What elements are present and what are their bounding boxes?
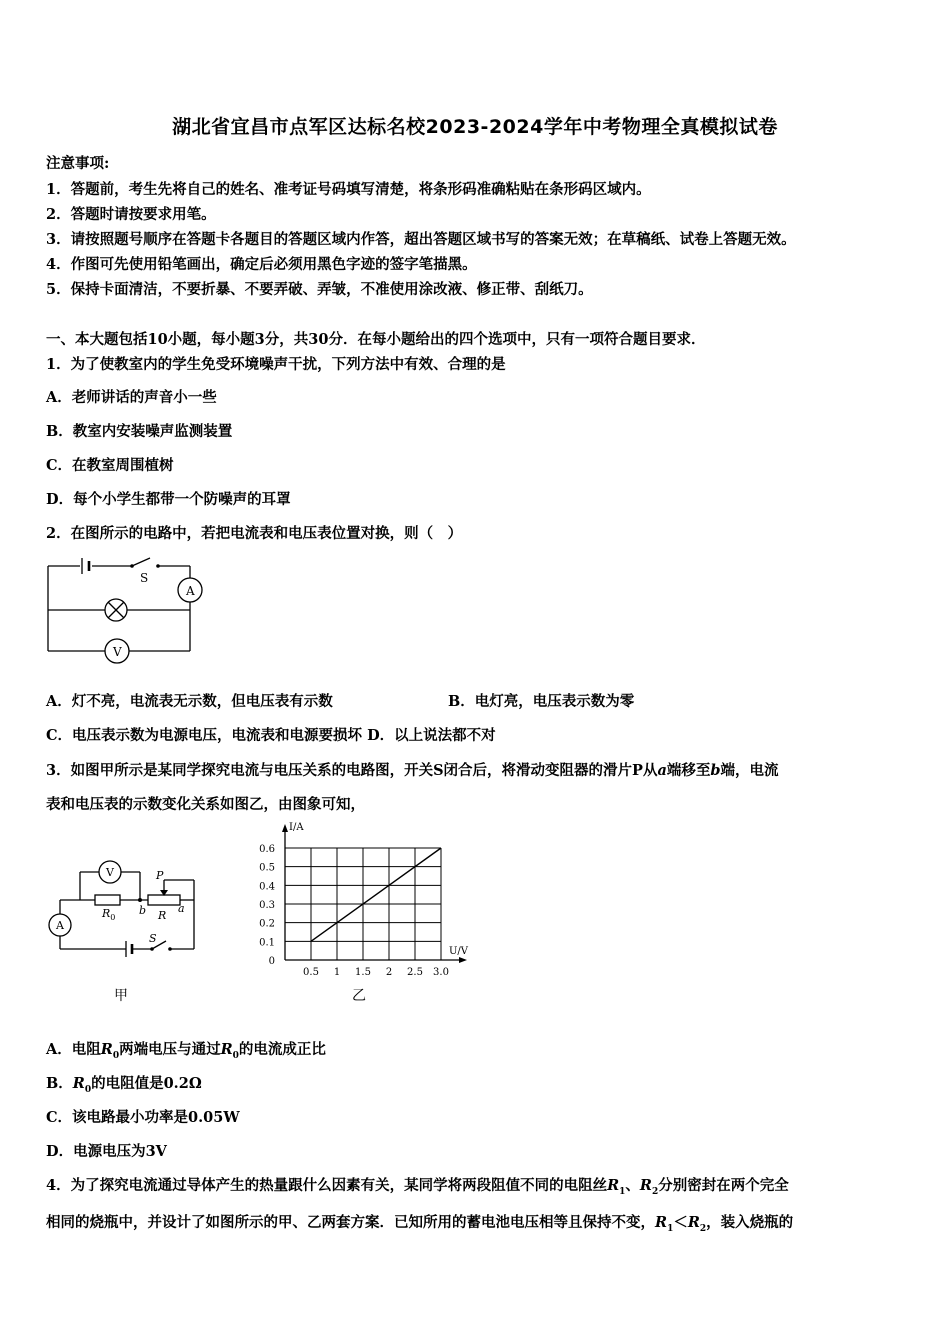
junction-dot <box>138 898 142 902</box>
y-tick-label: 0.4 <box>259 881 275 893</box>
x-axis-arrow <box>459 957 467 963</box>
y-axis-label: I/A <box>289 822 304 833</box>
q2-option-a: A．灯不亮，电流表无示数，但电压表有示数 <box>46 693 333 710</box>
q4-stem-line2: 相同的烧瓶中，并设计了如图所示的甲、乙两套方案．已知所用的蓄电池电压相等且保持不变，$R_1<R_2$，装入烧瓶的 <box>46 1214 794 1234</box>
terminal-a-label: a <box>178 902 185 915</box>
switch-label: S <box>149 932 157 945</box>
q3-option-d: D．电源电压为3V <box>46 1143 167 1160</box>
notice-item-2: 2．答题时请按要求用笔。 <box>46 206 216 223</box>
q1-option-b: B．教室内安装噪声监测装置 <box>46 423 233 440</box>
q3-iu-graph <box>245 822 475 1008</box>
y-tick-label: 0 <box>268 956 275 967</box>
ammeter-label: A <box>56 919 64 932</box>
x-tick-label: 1.5 <box>355 967 371 978</box>
junction-dot <box>150 947 154 951</box>
notice-item-3: 3．请按照题号顺序在答题卡各题目的答题区域内作答，超出答题区域书写的答案无效；在草稿纸、试卷上答题无效。 <box>46 231 796 248</box>
rheostat-label: R <box>158 909 167 922</box>
y-tick-label: 0.5 <box>259 862 275 874</box>
q3-stem-line1: 3．如图甲所示是某同学探究电流与电压关系的电路图，开关S闭合后，将滑动变阻器的滑片P从a端移至b端，电流 <box>46 762 779 779</box>
junction-dot <box>168 947 172 951</box>
x-tick-label: 3.0 <box>433 967 449 978</box>
switch-contact <box>130 564 134 568</box>
notice-heading: 注意事项: <box>46 155 110 172</box>
series-line <box>311 848 441 941</box>
q2-option-cd: C．电压表示数为电源电压，电流表和电源要损坏 D．以上说法都不对 <box>46 727 496 744</box>
q3-circuit-diagram <box>40 852 210 1012</box>
q3-option-b: B．$R_0$的电阻值是0.2Ω <box>46 1075 202 1095</box>
q4-stem-line1: 4．为了探究电流通过导体产生的热量跟什么因素有关，某同学将两段阻值不同的电阻丝$R_1$、$R_2$分别密封在两个完全 <box>46 1177 789 1197</box>
q2-stem: 2．在图所示的电路中，若把电流表和电压表位置对换，则（ ） <box>46 525 463 542</box>
y-tick-label: 0.1 <box>259 937 275 949</box>
q1-option-d: D．每个小学生都带一个防噪声的耳罩 <box>46 491 291 508</box>
y-axis-arrow <box>282 824 288 832</box>
section-heading: 一、本大题包括10小题，每小题3分，共30分．在每小题给出的四个选项中，只有一项符合题目要求． <box>46 331 706 348</box>
x-tick-label: 2 <box>385 967 393 978</box>
x-tick-label: 1 <box>333 967 341 978</box>
terminal-b-label: b <box>139 904 147 917</box>
chart-caption: 乙 <box>352 988 366 1004</box>
q1-stem: 1．为了使教室内的学生免受环境噪声干扰，下列方法中有效、合理的是 <box>46 356 506 373</box>
r0-label: $R_0$ <box>102 907 116 922</box>
y-tick-label: 0.2 <box>259 918 275 930</box>
q3-stem-line2: 表和电压表的示数变化关系如图乙，由图象可知， <box>46 796 365 813</box>
x-tick-label: 2.5 <box>407 967 423 978</box>
x-tick-label: 0.5 <box>303 967 319 978</box>
slider-label: P <box>156 869 164 882</box>
q2-option-b: B．电灯亮，电压表示数为零 <box>448 693 635 710</box>
notice-item-5: 5．保持卡面清洁，不要折暴、不要弄破、弄皱，不准使用涂改液、修正带、刮纸刀。 <box>46 281 593 298</box>
q3-option-a: A．电阻$R_0$两端电压与通过$R_0$的电流成正比 <box>46 1041 326 1061</box>
q3-option-c: C．该电路最小功率是0.05W <box>46 1109 240 1126</box>
y-tick-label: 0.3 <box>259 900 275 911</box>
page-title: 湖北省宜昌市点军区达标名校2023-2024学年中考物理全真模拟试卷 <box>172 116 778 138</box>
switch-contact <box>156 564 160 568</box>
q2-circuit-diagram <box>40 550 220 668</box>
q1-option-a: A．老师讲话的声音小一些 <box>46 389 217 406</box>
ammeter-label: A <box>186 584 195 598</box>
x-axis-label: U/V <box>449 946 469 957</box>
notice-item-4: 4．作图可先使用铅笔画出，确定后必须用黑色字迹的签字笔描黑。 <box>46 256 477 273</box>
switch-label: S <box>140 571 149 585</box>
circuit-caption: 甲 <box>114 988 128 1004</box>
y-tick-label: 0.6 <box>259 844 275 855</box>
notice-item-1: 1．答题前，考生先将自己的姓名、准考证号码填写清楚，将条形码准确粘贴在条形码区域内。 <box>46 181 651 198</box>
voltmeter-label: V <box>113 645 122 659</box>
q1-option-c: C．在教室周围植树 <box>46 457 174 474</box>
voltmeter-label: V <box>106 866 114 879</box>
